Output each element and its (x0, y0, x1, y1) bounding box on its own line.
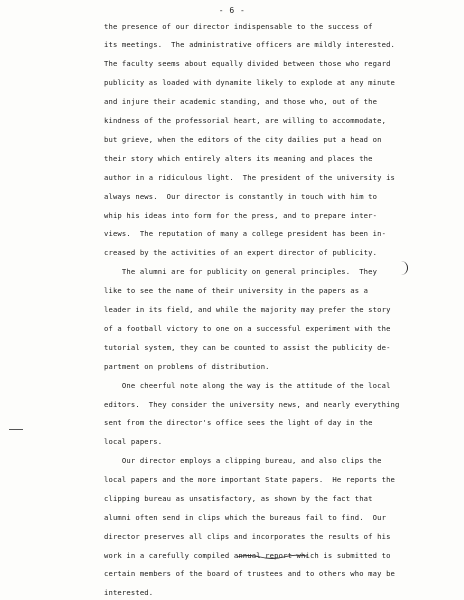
text-line: its meetings. The administrative officers are mildly interested. (104, 40, 396, 49)
handwritten-underline-mark (236, 554, 308, 559)
text-line: One cheerful note along the way is the attitude of the local (104, 381, 391, 390)
text-line: their story which entirely alters its meaning and places the (104, 154, 373, 163)
text-line: The faculty seems about equally divided between those who regard (104, 59, 391, 68)
text-line: the presence of our director indispensable to the success of (104, 22, 373, 31)
text-line: sent from the director's office sees the light of day in the (104, 418, 373, 427)
text-line: certain members of the board of trustees and to others who may be (104, 569, 396, 578)
text-line: publicity as loaded with dynamite likely to explode at any minute (104, 78, 396, 87)
text-line: The alumni are for publicity on general principles. They (104, 267, 378, 276)
text-line: like to see the name of their university in the papers as a (104, 286, 369, 295)
text-line: leader in its field, and while the majority may prefer the story (104, 305, 391, 314)
text-line: editors. They consider the university news, and nearly everything (104, 400, 400, 409)
text-line: tutorial system, they can be counted to assist the publicity de- (104, 343, 391, 352)
text-line: director preserves all clips and incorporates the results of his (104, 532, 391, 541)
text-line: but grieve, when the editors of the city dailies put a head on (104, 135, 382, 144)
text-line: creased by the activities of an expert director of publicity. (104, 248, 378, 257)
page-number: - 6 - (218, 6, 246, 15)
text-line: kindness of the professorial heart, are willing to accommodate, (104, 116, 387, 125)
text-line: always news. Our director is constantly in touch with him to (104, 192, 378, 201)
text-line: partment on problems of distribution. (104, 362, 270, 371)
margin-dash-mark (9, 429, 23, 430)
text-line: author in a ridiculous light. The president of the university is (104, 173, 396, 182)
text-line: and injure their academic standing, and those who, out of the (104, 97, 378, 106)
text-line: local papers. (104, 437, 163, 446)
text-line: of a football victory to one on a successful experiment with the (104, 324, 391, 333)
text-line: views. The reputation of many a college president has been in- (104, 229, 387, 238)
text-line: local papers and the more important State papers. He reports the (104, 475, 396, 484)
text-line: alumni often send in clips which the bureaus fail to find. Our (104, 513, 387, 522)
text-line: Our director employs a clipping bureau, and also clips the (104, 456, 382, 465)
text-line: clipping bureau as unsatisfactory, as shown by the fact that (104, 494, 373, 503)
text-line: interested. (104, 588, 154, 597)
text-line: work in a carefully compiled annual report which is submitted to (104, 551, 391, 560)
text-line: whip his ideas into form for the press, and to prepare inter- (104, 211, 378, 220)
